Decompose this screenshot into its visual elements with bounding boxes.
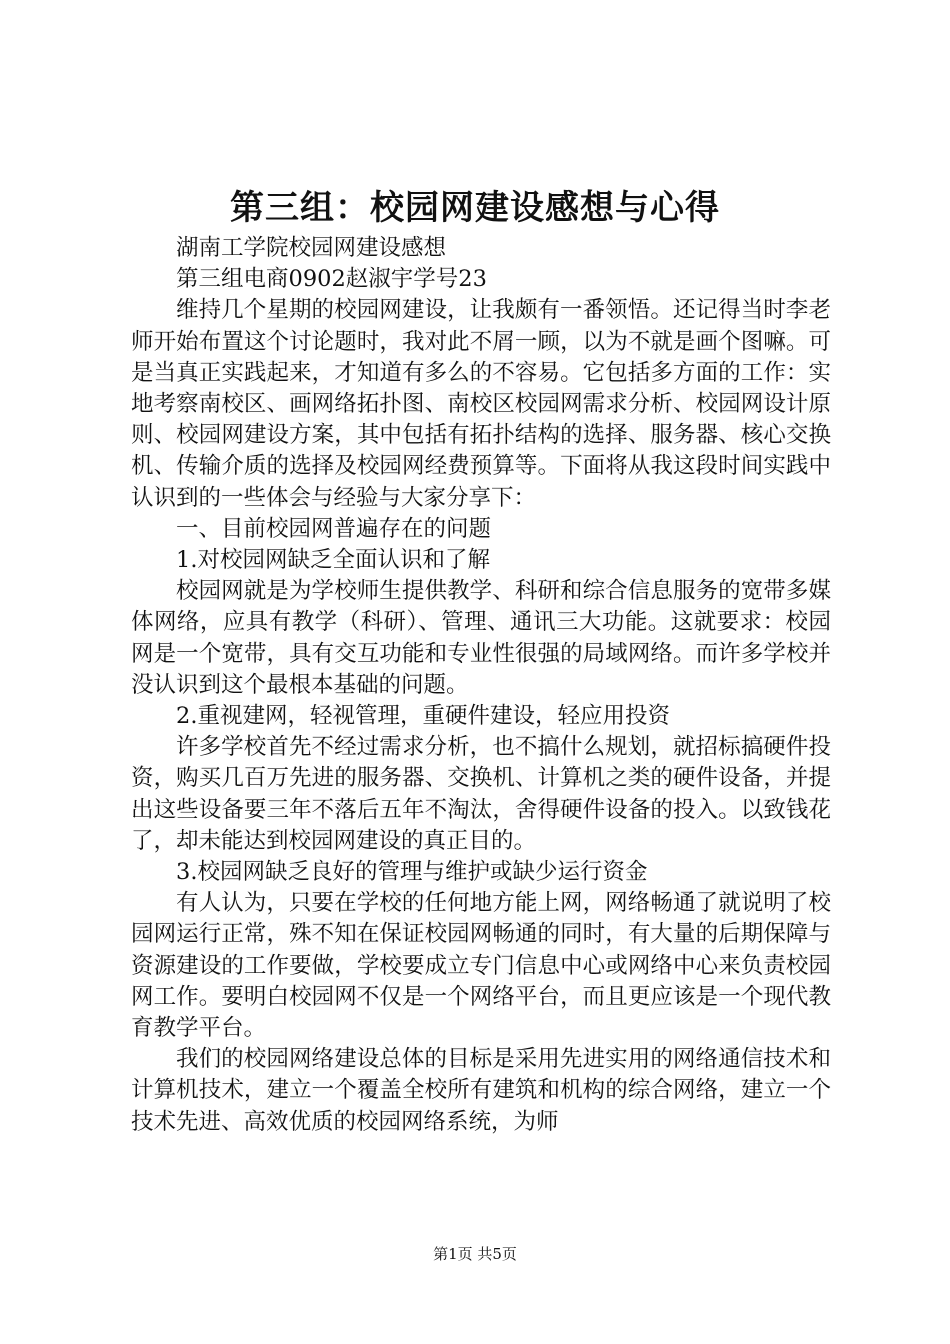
paragraph: 许多学校首先不经过需求分析，也不搞什么规划，就招标搞硬件投资，购买几百万先进的服务器、交换机、计算机之类的硬件设备，并提出这些设备要三年不落后五年不淘汰，舍得硬件设备的投入。以致钱花了，却未能达到校园网建设的真正目的。 [131,734,831,854]
paragraph-author: 第三组电商0902赵淑宇学号23 [176,266,487,293]
paragraph-subtitle: 湖南工学院校园网建设感想 [176,235,447,261]
document-body [131,233,831,1138]
paragraph: 我们的校园网络建设总体的目标是采用先进实用的网络通信技术和计算机技术，建立一个覆盖全校所有建筑和机构的综合网络，建立一个技术先进、高效优质的校园网络系统，为师 [131,1046,831,1135]
subsection-heading: 2.重视建网，轻视管理，重硬件建设，轻应用投资 [176,703,670,730]
section-heading: 一、目前校园网普遍存在的问题 [176,515,492,542]
document-title: 第三组：校园网建设感想与心得 [230,188,720,228]
paragraph: 校园网就是为学校师生提供教学、科研和综合信息服务的宽带多媒体网络，应具有教学（科研）、管理、通讯三大功能。这就要求：校园网是一个宽带，具有交互功能和专业性很强的局域网络。而许多学校并没认识到这个最根本基础的问题。 [131,578,831,698]
subsection-heading: 3.校园网缺乏良好的管理与维护或缺少运行资金 [176,859,648,886]
paragraph-intro: 维持几个星期的校园网建设，让我颇有一番领悟。还记得当时李老师开始布置这个讨论题时，我对此不屑一顾，以为不就是画个图嘛。可是当真正实践起来，才知道有多么的不容易。它包括多方面的工作：实地考察南校区、画网络拓扑图、南校区校园网需求分析、校园网设计原则、校园网建设方案，其中包括有拓扑结构的选择、服务器、核心交换机、传输介质的选择及校园网经费预算等。下面将从我这段时间实践中认识到的一些体会与经验与大家分享下： [131,297,831,511]
subsection-heading: 1.对校园网缺乏全面认识和了解 [176,547,490,574]
page-number-footer: 第1页 共5页 [433,1245,517,1263]
paragraph: 有人认为，只要在学校的任何地方能上网，网络畅通了就说明了校园网运行正常，殊不知在保证校园网畅通的同时，有大量的后期保障与资源建设的工作要做，学校要成立专门信息中心或网络中心来负责校园网工作。要明白校园网不仅是一个网络平台，而且更应该是一个现代教育教学平台。 [131,890,831,1042]
